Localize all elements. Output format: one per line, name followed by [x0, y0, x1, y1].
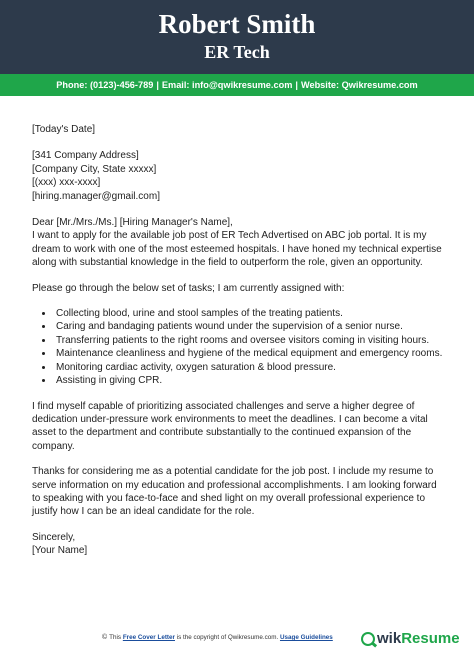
contact-website: Website: Qwikresume.com [300, 80, 418, 90]
address-line: [341 Company Address] [32, 150, 139, 162]
address-line: [hiring.manager@gmail.com] [32, 190, 160, 202]
capability-paragraph: I find myself capable of prioritizing associated challenges and serve a higher degree of dedication under-pressure work environments to meet the deadlines. I can become a vital asset to the department and contribute substantially to the continued expansion of the company. [32, 400, 428, 452]
list-item: • Collecting blood, urine and stool samples of the treating patients. [54, 307, 444, 320]
job-title: ER Tech [204, 42, 270, 62]
qwikresume-logo [361, 629, 460, 649]
address-line: [(xxx) xxx-xxxx] [32, 177, 101, 189]
logo-text-part: wik [377, 630, 402, 647]
list-item: • Transferring patients to the right rooms and oversee visitors coming in visiting hours. [54, 334, 444, 347]
footer-text: This [109, 634, 123, 641]
q-logo-icon [361, 632, 375, 646]
closing-paragraph: Thanks for considering me as a potential candidate for the job post. I include my resume to serve information on my education and professional accomplishments. I am looking forward to speaking with you face-to-face and shed light on my overall professional experience to justify how I can be an ideal candidate for the role. [32, 466, 437, 518]
tasks-list [32, 307, 444, 387]
usage-guidelines-link[interactable]: Usage Guidelines [279, 634, 333, 641]
signature: [Your Name] [32, 545, 88, 557]
contact-separator: | [156, 80, 159, 90]
copyright-icon: © [102, 634, 108, 641]
tasks-intro: Please go through the below set of tasks; I am currently assigned with: [32, 282, 345, 294]
candidate-name: Robert Smith [158, 9, 316, 39]
contact-separator: | [295, 80, 298, 90]
closing: Sincerely, [32, 531, 76, 543]
contact-phone: Phone: (0123)-456-789 [56, 80, 154, 90]
list-item: • Caring and bandaging patients wound under the supervision of a senior nurse. [54, 320, 444, 333]
free-cover-letter-link[interactable]: Free Cover Letter [122, 634, 175, 641]
list-item: • Assisting in giving CPR. [54, 374, 444, 387]
copyright-notice [102, 634, 333, 641]
logo-text-part: Resume [401, 630, 460, 647]
resume-header [0, 0, 474, 74]
list-item: • Monitoring cardiac activity, oxygen saturation & blood pressure. [54, 361, 444, 374]
list-item: • Maintenance cleanliness and hygiene of the medical equipment and emergency rooms. [54, 347, 444, 360]
footer-text: is the copyright of Qwikresume.com. [174, 634, 280, 641]
page-footer [0, 628, 474, 650]
address-line: [Company City, State xxxxx] [32, 163, 157, 175]
letter-date: [Today's Date] [32, 124, 96, 135]
contact-bar [0, 74, 474, 96]
salutation: Dear [Mr./Mrs./Ms.] [Hiring Manager's Name], [32, 217, 233, 229]
letter-body [32, 123, 444, 558]
intro-paragraph: I want to apply for the available job post of ER Tech Advertised on ABC job portal. It is my dream to work with one of the most esteemed hospitals. I have honed my technical expertise along with substantial knowledge in the field to outperform the role, given an opportunity. [32, 230, 442, 269]
contact-email: Email: info@qwikresume.com [161, 80, 293, 90]
